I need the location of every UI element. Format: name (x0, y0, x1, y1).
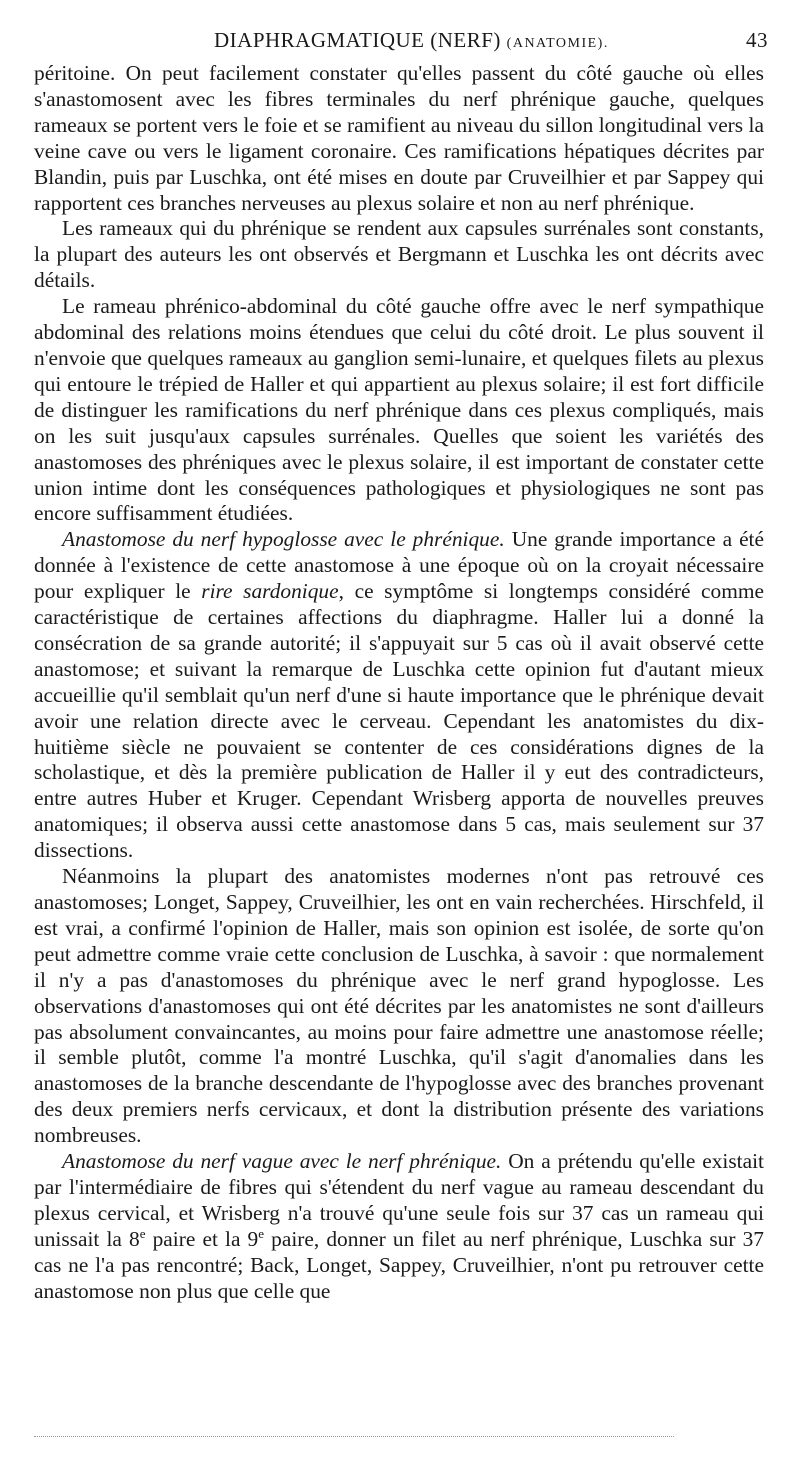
paragraph-continued: péritoine. On peut facilement constater qu'elles passent du côté gauche où elles s'anastomosent avec les fibres terminales du nerf phrénique gauche, quelques rameaux se portent vers le foie et se ramifient au niveau du sillon longitudinal vers la veine cave ou vers le ligament coronaire. Ces ramifications hépatiques décrites par Blandin, puis par Luschka, ont été mises en doute par Cruveilhier et par Sappey qui rapportent ces branches nerveuses au plexus solaire et non au nerf phrénique. (34, 61, 764, 215)
section-heading-italic: Anastomose du nerf hypoglosse avec le phrénique. (62, 527, 505, 552)
header-title: DIAPHRAGMATIQUE (NERF) (ANATOMIE). (214, 28, 609, 52)
paragraph-hypoglosse: Anastomose du nerf hypoglosse avec le phrénique. Une grande importance a été donnée à l'existence de cette anastomose à une époque où on la croyait nécessaire pour expliquer le rire sardonique, ce symptôme si longtemps considéré comme caractéristique de certaines affections du diaphragme. Haller lui a donné la consécration de sa grande autorité; il s'appuyait sur 5 cas où il avait observé cette anastomose; et suivant la remarque de Luschka cette opinion fut d'autant mieux accueillie qu'il semblait qu'un nerf d'une si haute importance que le phrénique devait avoir une relation directe avec le cerveau. Cependant les anatomistes du dix-huitième siècle ne pouvaient se contenter de ces considérations dignes de la scholastique, et dès la première publication de Haller il y eut des contradicteurs, entre autres Huber et Kruger. Cependant Wrisberg apporta de nouvelles preuves anatomiques; il observa aussi cette anastomose dans 5 cas, mais seulement sur 37 dissections. (34, 527, 765, 863)
italic-term: rire sardonique (201, 579, 339, 604)
superscript: e (139, 1225, 146, 1241)
paragraph: Les rameaux qui du phrénique se rendent aux capsules surrénales sont constants, la plupart des auteurs les ont observés et Bergmann et Luschka les ont décrits avec détails. (34, 216, 764, 293)
superscript: e (258, 1225, 265, 1241)
paragraph: Le rameau phrénico-abdominal du côté gauche offre avec le nerf sympathique abdominal des relations moins étendues que celui du côté droit. Le plus souvent il n'envoie que quelques rameaux au ganglion semi-lunaire, et quelques filets au plexus qui entoure le trépied de Haller et qui appartient au plexus solaire; il est fort difficile de distinguer les ramifications du nerf phrénique dans ces plexus compliqués, mais on les suit jusqu'aux capsules surrénales. Quelles que soient les variétés des anastomoses des phréniques avec le plexus solaire, il est important de constater cette union intime dont les conséquences pathologiques et physiologiques ne sont pas encore suffisamment étudiées. (34, 294, 764, 526)
paragraph-vague: Anastomose du nerf vague avec le nerf phrénique. On a prétendu qu'elle existait par l'intermédiaire de fibres qui s'étendent du nerf vague au rameau descendant du plexus cervical, et Wrisberg n'a trouvé qu'une seule fois sur 37 cas un rameau qui unissait la 8e paire et la 9e paire, donner un filet au nerf phrénique, Luschka sur 37 cas ne l'a pas rencontré; Back, Longet, Sappey, Cruveilhier, n'ont pu retrouver cette anastomose non plus que celle que (34, 1149, 764, 1303)
body-text (34, 61, 764, 1305)
running-header (32, 28, 768, 54)
section-heading-italic: Anastomose du nerf vague avec le nerf phrénique. (62, 1149, 502, 1174)
paragraph: Néanmoins la plupart des anatomistes modernes n'ont pas retrouvé ces anastomoses; Longet, Sappey, Cruveilhier, les ont en vain recherchées. Hirschfeld, il est vrai, a confirmé l'opinion de Haller, mais son opinion est isolée, de sorte qu'on peut admettre comme vraie cette conclusion de Luschka, à savoir : que normalement il n'y a pas d'anastomoses du phrénique avec le nerf grand hypoglosse. Les observations d'anastomoses qui ont été décrites par les anatomistes ne sont d'ailleurs pas absolument convaincantes, au moins pour faire admettre une anastomose réelle; il semble plutôt, comme l'a montré Luschka, qu'il s'agit d'anomalies dans les anastomoses de la branche descendante de l'hypoglosse avec des branches provenant des deux premiers nerfs cervicaux, et dont la distribution présente des variations nombreuses. (34, 864, 764, 1148)
header-subtitle: (ANATOMIE). (506, 36, 609, 51)
footer-dotted-rule (34, 1436, 674, 1439)
page-number: 43 (746, 28, 768, 52)
